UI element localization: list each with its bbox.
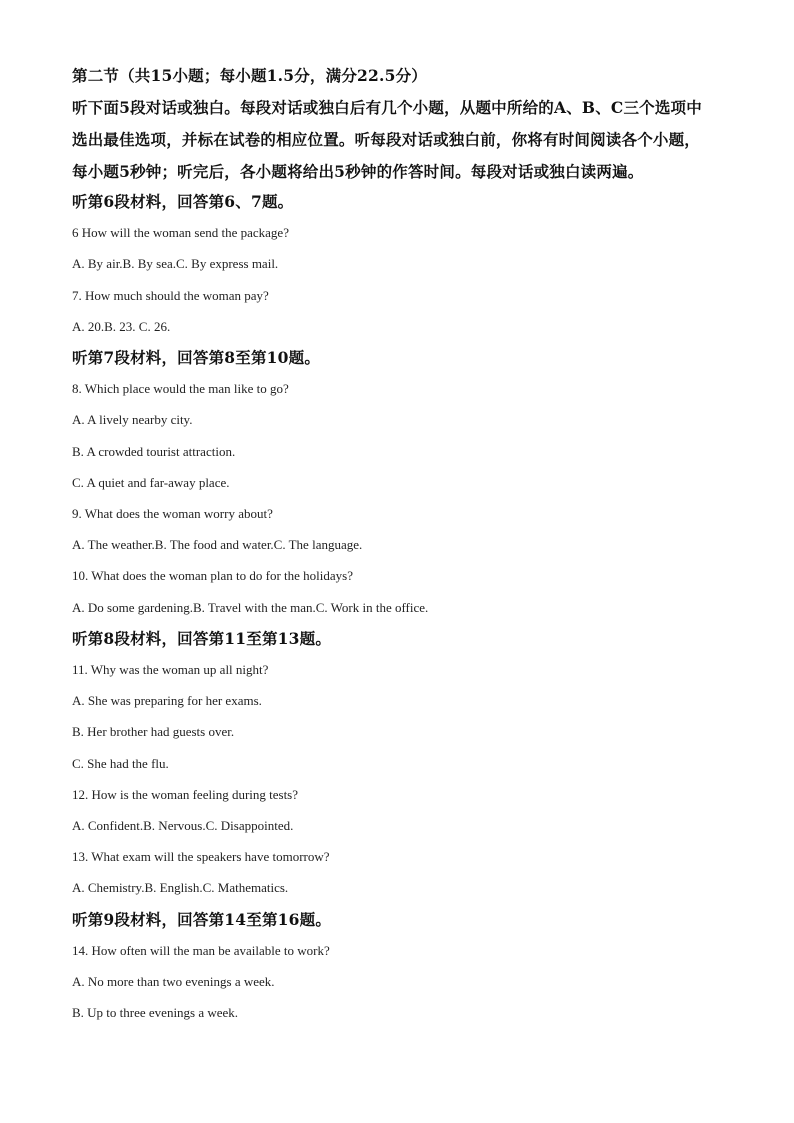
- instruction-line-1: 听下面5段对话或独白。每段对话或独白后有几个小题，从题中所给的A、B、C三个选项中: [72, 98, 702, 117]
- option-11c: C. She had the flu.: [72, 756, 169, 771]
- options-10: A. Do some gardening.B. Travel with the man.C. Work in the office.: [72, 600, 429, 615]
- question-7: 7. How much should the woman pay?: [72, 288, 269, 303]
- question-11: 11. Why was the woman up all night?: [72, 662, 269, 677]
- section-title: 第二节（共15小题；每小题1.5分，满分22.5分）: [72, 66, 427, 85]
- option-8b: B. A crowded tourist attraction.: [72, 444, 236, 459]
- option-11a: A. She was preparing for her exams.: [72, 693, 262, 708]
- option-8a: A. A lively nearby city.: [72, 412, 193, 427]
- options-6: A. By air.B. By sea.C. By express mail.: [72, 256, 279, 271]
- option-14b: B. Up to three evenings a week.: [72, 1005, 239, 1020]
- group-heading-6: 听第6段材料，回答第6、7题。: [72, 192, 294, 211]
- instruction-line-2: 选出最佳选项，并标在试卷的相应位置。听每段对话或独白前，你将有时间阅读各个小题，: [72, 130, 701, 149]
- question-13: 13. What exam will the speakers have tomorrow?: [72, 849, 330, 864]
- question-8: 8. Which place would the man like to go?: [72, 381, 289, 396]
- group-heading-9: 听第9段材料，回答第14至第16题。: [72, 910, 332, 929]
- options-7: A. 20.B. 23. C. 26.: [72, 319, 171, 334]
- options-9: A. The weather.B. The food and water.C. The language.: [72, 537, 363, 552]
- question-9: 9. What does the woman worry about?: [72, 506, 273, 521]
- question-14: 14. How often will the man be available to work?: [72, 943, 330, 958]
- options-12: A. Confident.B. Nervous.C. Disappointed.: [72, 818, 294, 833]
- options-13: A. Chemistry.B. English.C. Mathematics.: [72, 880, 289, 895]
- group-heading-8: 听第8段材料，回答第11至第13题。: [72, 629, 332, 648]
- group-heading-7: 听第7段材料，回答第8至第10题。: [72, 348, 321, 367]
- option-11b: B. Her brother had guests over.: [72, 724, 235, 739]
- option-14a: A. No more than two evenings a week.: [72, 974, 275, 989]
- instruction-line-3: 每小题5秒钟；听完后，各小题将给出5秒钟的作答时间。每段对话或独白读两遍。: [72, 162, 644, 181]
- question-12: 12. How is the woman feeling during tests?: [72, 787, 299, 802]
- question-10: 10. What does the woman plan to do for the holidays?: [72, 568, 354, 583]
- question-6: 6 How will the woman send the package?: [72, 225, 289, 240]
- option-8c: C. A quiet and far-away place.: [72, 475, 230, 490]
